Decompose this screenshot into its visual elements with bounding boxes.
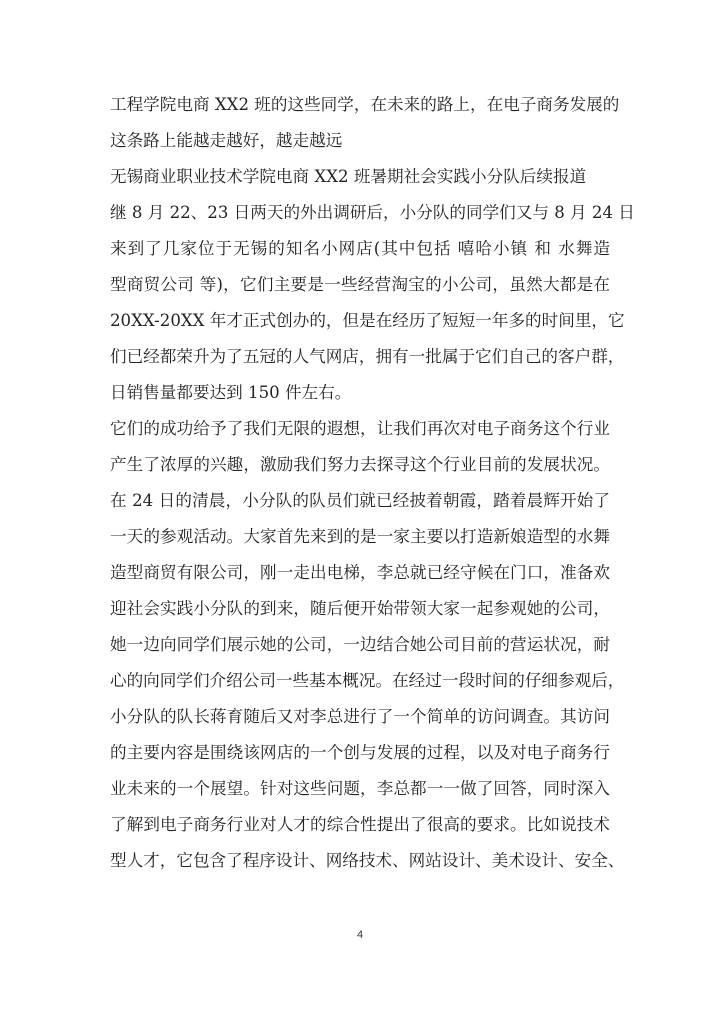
text-line: 工程学院电商 XX2 班的这些同学，在未来的路上，在电子商务发展的 xyxy=(110,95,620,114)
text-line: 心的向同学们介绍公司一些基本概况。在经过一段时间的仔细参观后， xyxy=(110,671,625,690)
text-line: 这条路上能越走越好，越走越远 xyxy=(110,131,343,150)
text-line: 它们的成功给予了我们无限的遐想，让我们再次对电子商务这个行业 xyxy=(110,419,610,438)
text-line: 她一边向同学们展示她的公司，一边结合她公司目前的营运状况，耐 xyxy=(110,635,610,654)
text-line: 小分队的队长蒋育随后又对李总进行了一个简单的访问调查。其访问 xyxy=(110,707,610,726)
text-line: 了解到电子商务行业对人才的综合性提出了很高的要求。比如说技术 xyxy=(110,815,610,834)
text-line: 20XX-20XX 年才正式创办的，但是在经历了短短一年多的时间里，它 xyxy=(110,311,625,330)
text-line: 来到了几家位于无锡的知名小网店(其中包括 嘻哈小镇 和 水舞造 xyxy=(110,239,610,258)
text-line: 造型商贸有限公司，刚一走出电梯，李总就已经守候在门口，准备欢 xyxy=(110,563,610,582)
text-line: 业未来的一个展望。针对这些问题，李总都一一做了回答，同时深入 xyxy=(110,779,610,798)
text-line: 日销售量都要达到 150 件左右。 xyxy=(110,383,352,402)
text-line: 的主要内容是围绕该网店的一个创与发展的过程，以及对电子商务行 xyxy=(110,743,610,762)
page-number: 4 xyxy=(356,929,364,941)
text-line: 型人才，它包含了程序设计、网络技术、网站设计、美术设计、安全、 xyxy=(110,851,625,870)
text-line: 在 24 日的清晨，小分队的队员们就已经披着朝霞，踏着晨辉开始了 xyxy=(110,491,610,510)
body-text xyxy=(110,87,635,879)
text-line: 一天的参观活动。大家首先来到的是一家主要以打造新娘造型的水舞 xyxy=(110,527,610,546)
text-line: 产生了浓厚的兴趣，激励我们努力去探寻这个行业目前的发展状况。 xyxy=(110,455,610,474)
text-line: 们已经都荣升为了五冠的人气网店，拥有一批属于它们自己的客户群， xyxy=(110,347,625,366)
text-line: 迎社会实践小分队的到来，随后便开始带领大家一起参观她的公司， xyxy=(110,599,610,618)
text-line: 无锡商业职业技术学院电商 XX2 班暑期社会实践小分队后续报道 xyxy=(110,167,587,186)
text-line: 型商贸公司 等)，它们主要是一些经营淘宝的小公司，虽然大都是在 xyxy=(110,275,610,294)
text-line: 继 8 月 22、23 日两天的外出调研后，小分队的同学们又与 8 月 24 日 xyxy=(110,203,635,222)
